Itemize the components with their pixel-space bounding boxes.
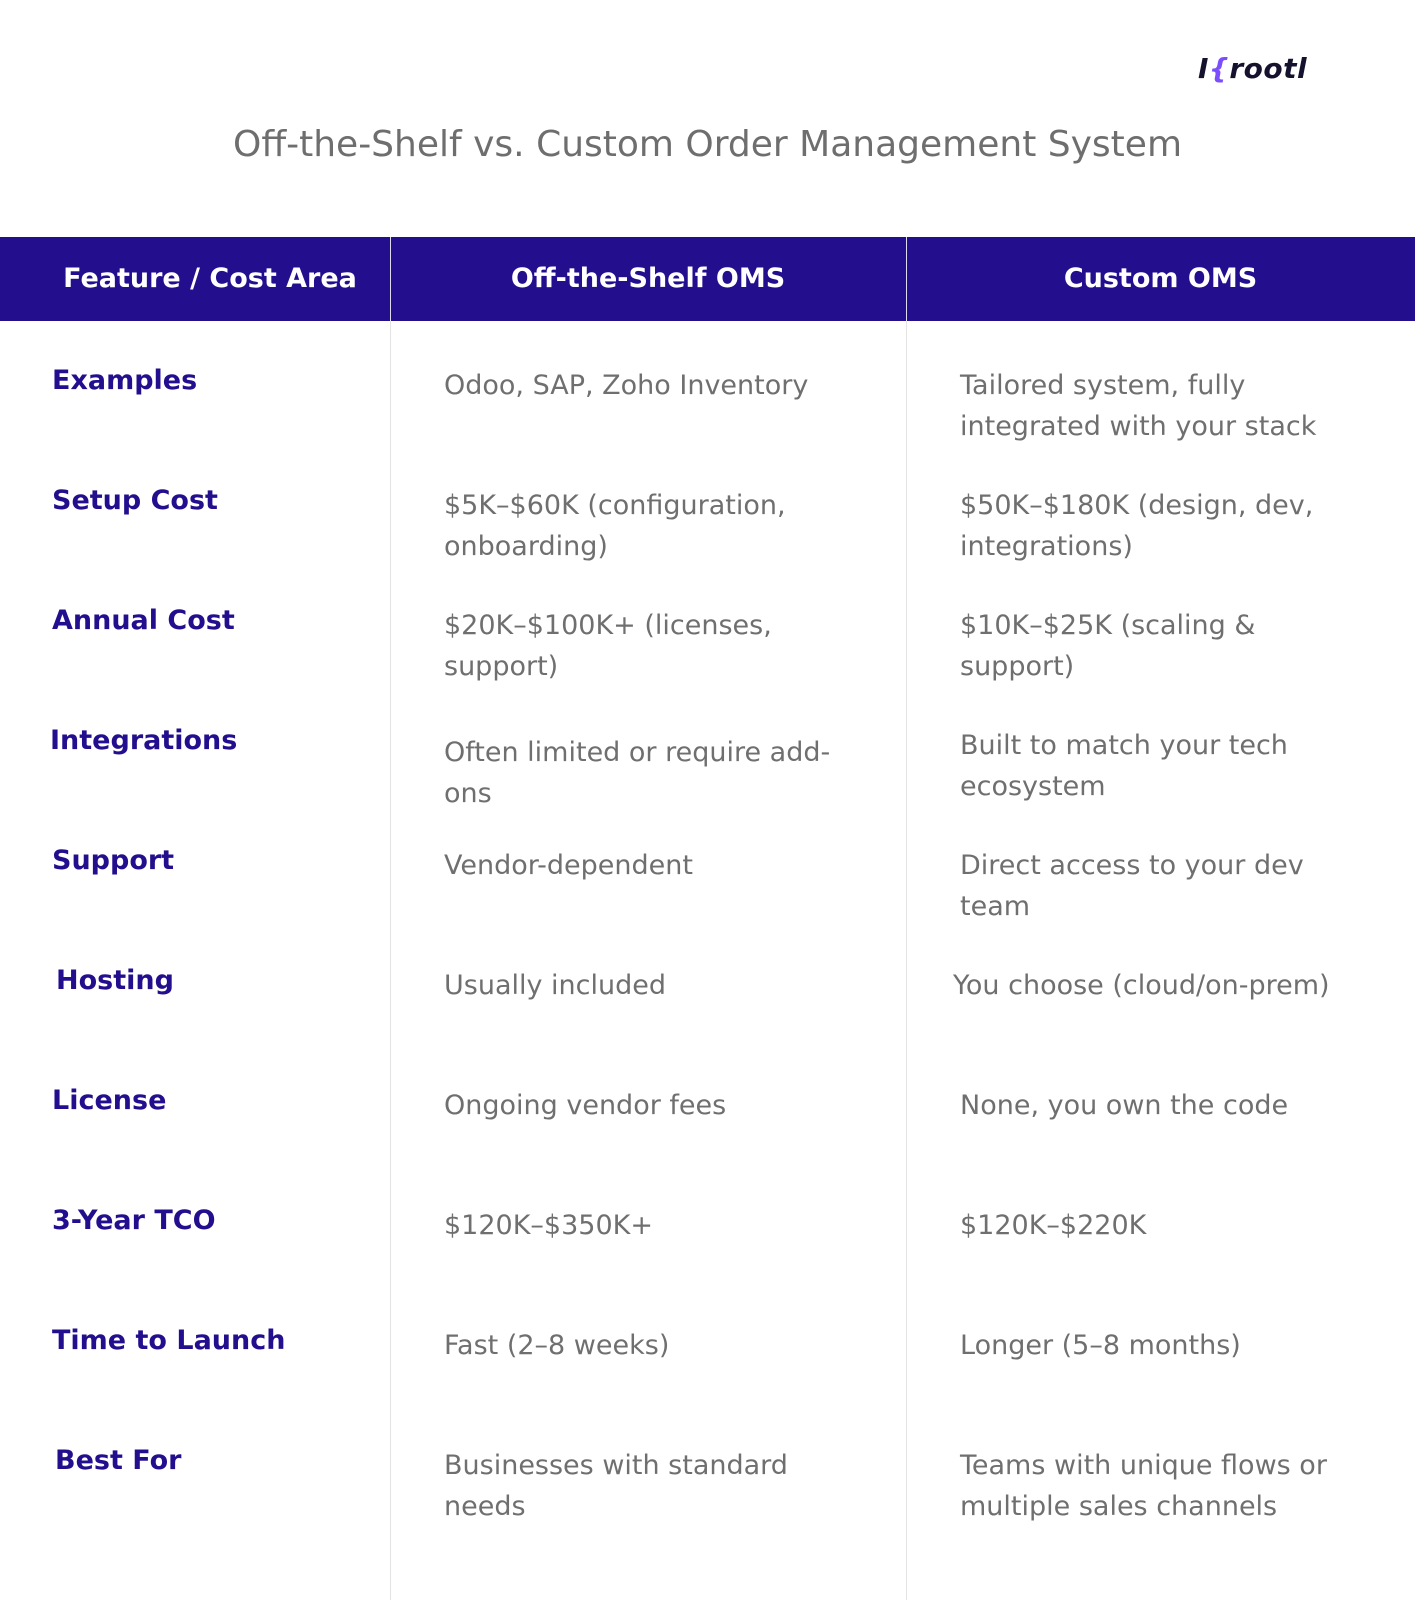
header-divider <box>390 237 391 321</box>
custom-value: Longer (5–8 months) <box>960 1330 1241 1361</box>
off-the-shelf-value: Often limited or require add-ons <box>444 737 831 809</box>
header-feature-cost-area: Feature / Cost Area <box>63 263 357 294</box>
feature-label: Hosting <box>56 965 174 996</box>
header-divider <box>906 237 907 321</box>
header-off-the-shelf-oms: Off-the-Shelf OMS <box>510 263 786 294</box>
custom-value: Built to match your tech ecosystem <box>960 730 1288 802</box>
custom-value: $10K–$25K (scaling & support) <box>960 610 1256 682</box>
off-the-shelf-value: Ongoing vendor fees <box>444 1090 727 1121</box>
custom-value: You choose (cloud/on-prem) <box>953 970 1330 1001</box>
off-the-shelf-value: Vendor-dependent <box>444 850 693 881</box>
off-the-shelf-value: $5K–$60K (configuration, onboarding) <box>444 490 786 562</box>
off-the-shelf-value: $120K–$350K+ <box>444 1210 653 1241</box>
custom-value: None, you own the code <box>960 1090 1289 1121</box>
column-divider <box>906 321 907 1600</box>
header-custom-oms: Custom OMS <box>1063 263 1258 294</box>
feature-label: Setup Cost <box>52 485 218 516</box>
custom-value: Tailored system, fully integrated with your stack <box>960 370 1317 442</box>
off-the-shelf-value: Fast (2–8 weeks) <box>444 1330 670 1361</box>
column-divider <box>390 321 391 1600</box>
off-the-shelf-value: Businesses with standard needs <box>444 1450 788 1522</box>
krootl-logo: I{rootl <box>1198 52 1308 85</box>
page-title: Off-the-Shelf vs. Custom Order Management System <box>232 124 1183 165</box>
feature-label: Integrations <box>50 725 238 756</box>
feature-label: Annual Cost <box>52 605 235 636</box>
feature-label: 3-Year TCO <box>52 1205 216 1236</box>
off-the-shelf-value: Odoo, SAP, Zoho Inventory <box>444 370 809 401</box>
feature-label: Time to Launch <box>52 1325 286 1356</box>
custom-value: Direct access to your dev team <box>960 850 1304 922</box>
custom-value: Teams with unique flows or multiple sales channels <box>960 1450 1327 1522</box>
feature-label: Support <box>52 845 175 876</box>
custom-value: $50K–$180K (design, dev, integrations) <box>960 490 1314 562</box>
feature-label: License <box>52 1085 167 1116</box>
feature-label: Best For <box>55 1445 182 1476</box>
off-the-shelf-value: $20K–$100K+ (licenses, support) <box>444 610 772 682</box>
feature-label: Examples <box>52 365 198 396</box>
table-header-row <box>0 237 1415 321</box>
off-the-shelf-value: Usually included <box>444 970 667 1001</box>
custom-value: $120K–$220K <box>960 1210 1147 1241</box>
